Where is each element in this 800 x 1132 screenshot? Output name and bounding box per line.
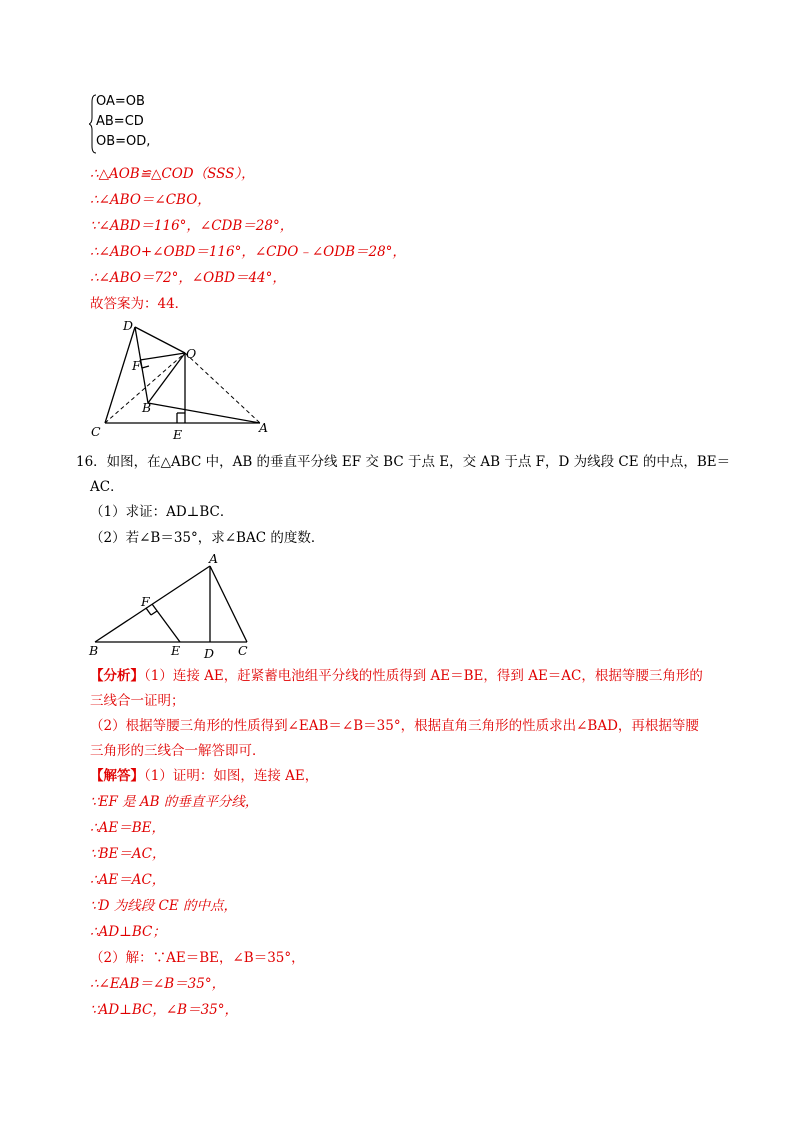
label-C: C	[91, 424, 101, 439]
label-O: O	[186, 346, 197, 361]
label-C: C	[238, 643, 248, 658]
analysis-tag: 【分析】	[90, 668, 144, 684]
label-A: A	[259, 420, 269, 435]
label-E: E	[173, 427, 183, 442]
analysis-line-3: （2）根据等腰三角形的性质得到∠EAB＝∠B＝35°，根据直角三角形的性质求出∠BAD，再根据等腰	[90, 718, 699, 734]
solution-step: （2）解：∵AE＝BE，∠B＝35°，	[90, 950, 305, 966]
solution-step: ∵∠ABD＝116°，∠CDB＝28°，	[90, 218, 294, 234]
problem-16-part-1: （1）求证：AD⊥BC．	[90, 504, 234, 520]
equation-2: AB=CD	[96, 114, 144, 129]
solution-step: ∵BE＝AC，	[90, 846, 166, 862]
equation-system	[96, 92, 150, 152]
solution-text: （1）证明：如图，连接 AE，	[144, 768, 319, 784]
problem-16-part-2: （2）若∠B＝35°，求∠BAC 的度数．	[90, 530, 325, 546]
problem-16-stem-cont: AC．	[90, 479, 124, 495]
analysis-text: （1）连接 AE，赶紧蓄电池组平分线的性质得到 AE＝BE，得到 AE＝AC，根据等腰三角形的	[144, 668, 703, 684]
label-D: D	[204, 646, 215, 661]
solution-tag: 【解答】	[90, 768, 144, 784]
solution-step: ∴∠EAB＝∠B＝35°，	[90, 976, 226, 992]
label-E: E	[171, 643, 181, 658]
solution-step: ∴△AOB≌△COD（SSS），	[90, 166, 255, 182]
label-B: B	[89, 643, 99, 658]
label-B: B	[142, 400, 152, 415]
solution-step: ∴∠ABO＝72°，∠OBD＝44°，	[90, 270, 286, 286]
analysis-line-4: 三角形的三线合一解答即可．	[90, 743, 266, 759]
label-A: A	[209, 551, 219, 566]
geometry-figure-1	[85, 318, 275, 444]
equation-3: OB=OD,	[96, 134, 151, 149]
solution-step: ∵D 为线段 CE 的中点，	[90, 898, 237, 914]
solution-step: ∴∠ABO＝∠CBO，	[90, 192, 211, 208]
label-F: F	[132, 358, 141, 373]
solution-step: ∵EF 是 AB 的垂直平分线，	[90, 794, 259, 810]
solution-step: ∴∠ABO+∠OBD＝116°，∠CDO﹣∠ODB＝28°，	[90, 244, 406, 260]
equation-1: OA=OB	[96, 94, 145, 109]
solution-step: ∵AD⊥BC，∠B＝35°，	[90, 1002, 239, 1018]
solution-step: ∴AE＝BE，	[90, 820, 165, 836]
label-F: F	[141, 594, 150, 609]
problem-16-stem: 16．如图，在△ABC 中，AB 的垂直平分线 EF 交 BC 于点 E，交 AB 于点 F，D 为线段 CE 的中点，BE＝	[76, 454, 731, 470]
analysis-line-1	[90, 666, 703, 686]
geometry-figure-2	[85, 550, 265, 662]
solution-step: ∴AE＝AC，	[90, 872, 166, 888]
solution-line-1	[90, 766, 318, 786]
label-D: D	[123, 318, 134, 333]
analysis-line-2: 三线合一证明；	[90, 693, 185, 709]
answer-line: 故答案为：44．	[90, 296, 189, 312]
solution-step: ∴AD⊥BC；	[90, 924, 166, 940]
